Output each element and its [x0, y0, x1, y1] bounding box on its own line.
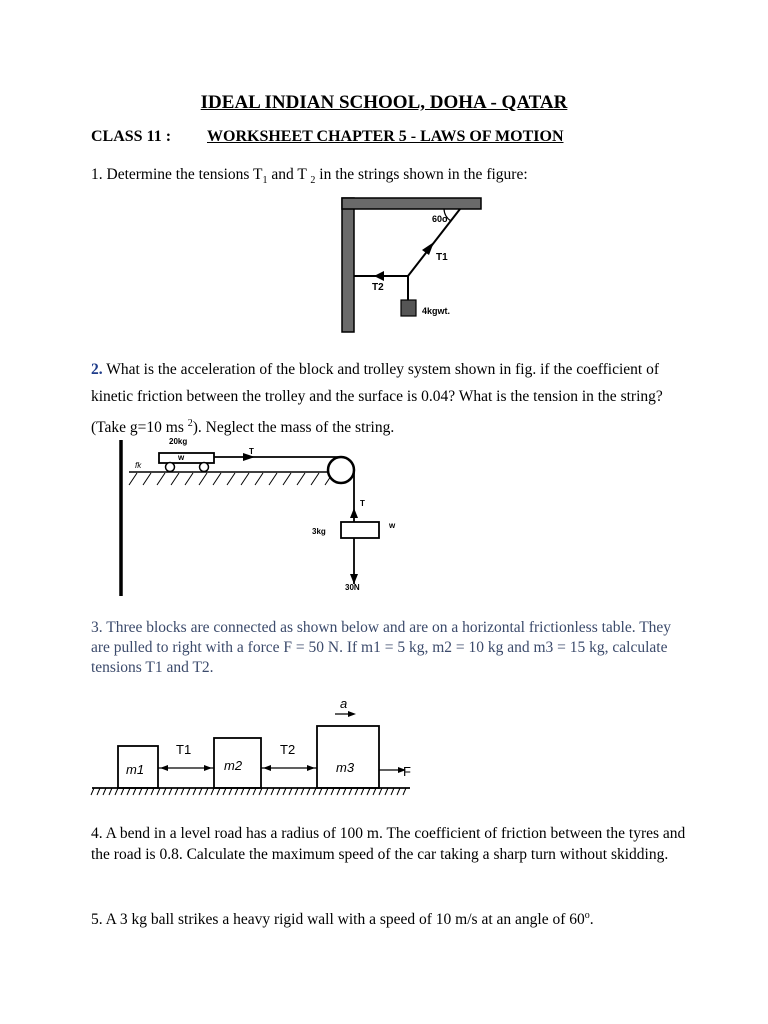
q2-line3-sup: 2 [187, 418, 193, 429]
q2-fk: fk [135, 461, 142, 470]
worksheet-label: WORKSHEET CHAPTER 5 - LAWS OF MOTION [207, 128, 564, 145]
q2-t-right: T [360, 499, 365, 508]
q2-t-top: T [249, 447, 254, 456]
question-2 [91, 356, 691, 441]
q1-wall [342, 198, 354, 332]
question-1 [91, 161, 691, 194]
question-3: 3. Three blocks are connected as shown below and are on a horizontal frictionless table. They are pulled to right with a force F = 50 N. If m1 = 5 kg, m2 = 10 kg and m3 = 15 kg, calculate tensions T1 and T2. [91, 619, 672, 676]
q1-text-mid: and T [267, 166, 311, 183]
q3-label-m1: m1 [126, 762, 145, 777]
q3-figure [90, 694, 412, 800]
q1-figure [336, 192, 488, 338]
q1-text-tail: in the strings shown in the figure: [315, 166, 528, 183]
q2-wheel-left [166, 463, 175, 472]
q1-ceiling [342, 198, 481, 209]
q2-mass-trolley: 20kg [169, 437, 188, 446]
q1-angle-label: 60o [432, 214, 448, 224]
q1-t1-label: T1 [436, 252, 448, 263]
q3-floor-hatching [91, 788, 406, 795]
q1-sub1: 1 [262, 175, 268, 187]
subtitle [91, 128, 564, 146]
q2-force: 30N [345, 583, 360, 592]
q5-degree: o [584, 910, 590, 921]
q3-label-m2: m2 [224, 758, 243, 773]
q1-weight-label: 4kgwt. [422, 306, 451, 316]
q2-figure [115, 432, 405, 602]
q2-line3b: ). Neglect the mass of the string. [192, 419, 395, 437]
q3-accel-arrowhead [348, 711, 356, 717]
q2-w-right: w [389, 521, 396, 530]
q2-table-hatching [129, 473, 333, 485]
q2-number: 2. [91, 361, 103, 378]
q1-arrow-t2 [374, 271, 384, 281]
q1-arrow-t1 [422, 242, 434, 255]
question-4: 4. A bend in a level road has a radius of 100 m. The coefficient of friction between the tyres and the road is 0.8. Calculate the maximum speed of the car taking a sharp turn without skidding. [91, 825, 686, 863]
q3-label-m3: m3 [336, 760, 355, 775]
question-5 [91, 905, 691, 930]
q2-line3a: (Take g=10 ms [91, 419, 188, 437]
q1-text-lead: 1. Determine the tensions T [91, 166, 263, 183]
page-title: IDEAL INDIAN SCHOOL, DOHA - QATAR [200, 92, 568, 113]
q2-mass-hang: 3kg [312, 527, 326, 536]
q2-pulley [328, 457, 354, 483]
q1-block [401, 300, 416, 316]
q2-hanging-block [341, 522, 379, 538]
q3-arrow-2b [307, 765, 315, 771]
q2-arrow-t-right [350, 508, 358, 518]
q2-line1: What is the acceleration of the block and trolley system shown in fig. if the coefficient of [102, 361, 660, 378]
q3-arrow-1b [204, 765, 212, 771]
q3-block-m3 [317, 726, 379, 788]
q3-arrow-2a [263, 765, 271, 771]
q5-text: 5. A 3 kg ball strikes a heavy rigid wall with a speed of 10 m/s at an angle of 60 [91, 911, 585, 929]
q1-sub2: 2 [310, 175, 316, 187]
q3-label-a: a [340, 696, 348, 711]
q2-line2: kinetic friction between the trolley and the surface is 0.04? What is the tension in the string? [91, 388, 663, 405]
q3-label-t1: T1 [176, 742, 192, 757]
q1-t2-label: T2 [372, 282, 384, 293]
class-label: CLASS 11 : [91, 128, 172, 145]
q2-w-top: w [178, 453, 185, 462]
q3-arrow-1a [160, 765, 168, 771]
q2-trolley [159, 453, 214, 463]
q3-label-t2: T2 [280, 742, 296, 757]
q5-end: . [589, 911, 594, 929]
q3-label-f: F [403, 764, 411, 779]
q2-wheel-right [200, 463, 209, 472]
